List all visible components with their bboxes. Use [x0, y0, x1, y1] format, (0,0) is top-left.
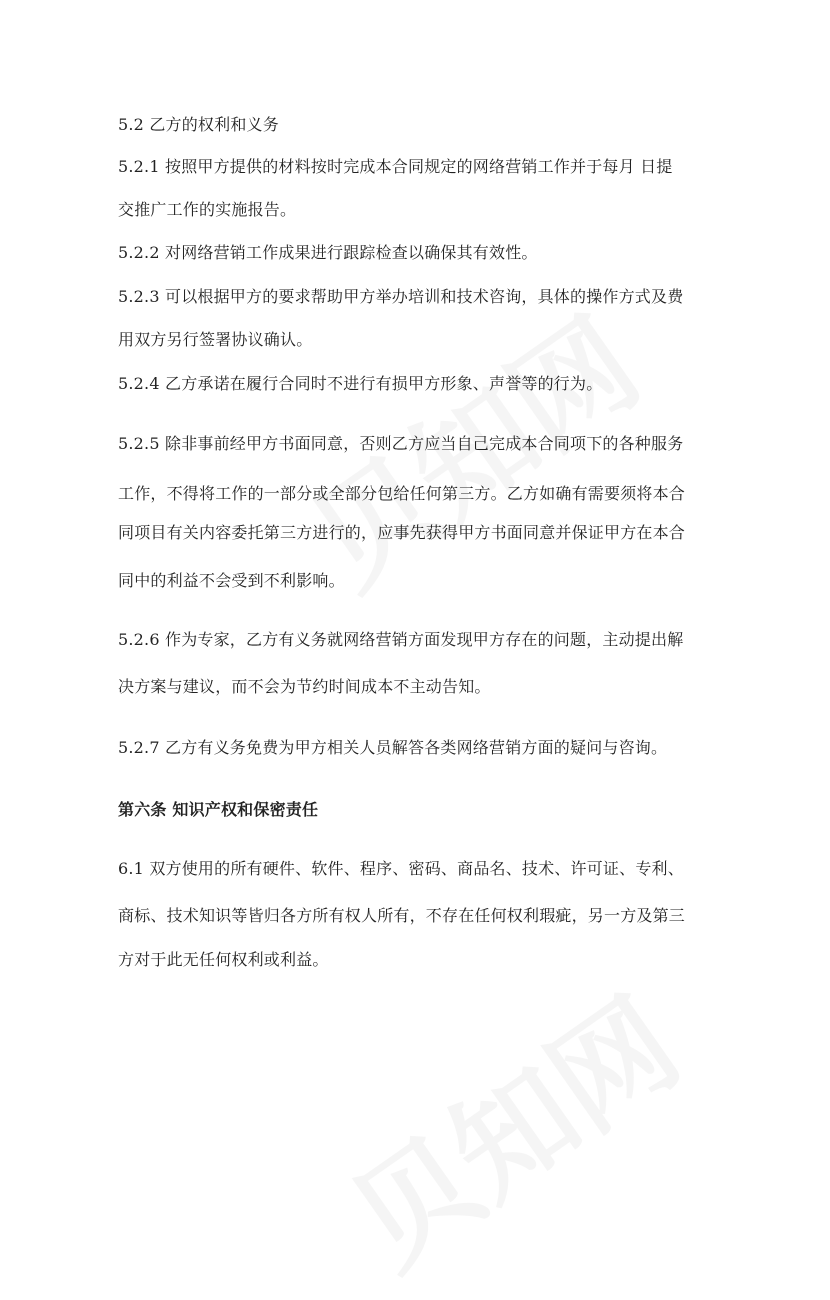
clause-5-2-7: 5.2.7 乙方有义务免费为甲方相关人员解答各类网络营销方面的疑问与咨询。 [118, 738, 668, 757]
clause-6-1-line-2: 商标、技术知识等皆归各方所有权人所有，不存在任何权利瑕疵，另一方及第三 [118, 906, 686, 925]
clause-5-2-5-line-2: 工作，不得将工作的一部分或全部分包给任何第三方。乙方如确有需要须将本合 [118, 484, 686, 503]
clause-5-2-6-line-2: 决方案与建议，而不会为节约时间成本不主动告知。 [118, 677, 491, 696]
clause-5-2-1-line-2: 交推广工作的实施报告。 [118, 200, 297, 219]
clause-5-2-4: 5.2.4 乙方承诺在履行合同时不进行有损甲方形象、声誉等的行为。 [118, 374, 603, 393]
article-6-heading: 第六条 知识产权和保密责任 [118, 800, 319, 819]
clause-5-2-3-line-1: 5.2.3 可以根据甲方的要求帮助甲方举办培训和技术咨询，具体的操作方式及费 [118, 287, 684, 306]
clause-5-2-2: 5.2.2 对网络营销工作成果进行跟踪检查以确保其有效性。 [118, 243, 538, 262]
clause-5-2-5-line-3: 同项目有关内容委托第三方进行的，应事先获得甲方书面同意并保证甲方在本合 [118, 523, 686, 542]
watermark [313, 952, 707, 1299]
clause-5-2-6-line-1: 5.2.6 作为专家，乙方有义务就网络营销方面发现甲方存在的问题，主动提出解 [118, 630, 684, 649]
clause-5-2-1-line-1: 5.2.1 按照甲方提供的材料按时完成本合同规定的网络营销工作并于每月 日提 [118, 157, 673, 176]
clause-5-2-5-line-1: 5.2.5 除非事前经甲方书面同意，否则乙方应当自己完成本合同项下的各种服务 [118, 434, 684, 453]
clause-5-2-5-line-4: 同中的利益不会受到不利影响。 [118, 571, 345, 590]
clause-6-1-line-3: 方对于此无任何权利或利益。 [118, 950, 329, 969]
clause-5-2-3-line-2: 用双方另行签署协议确认。 [118, 330, 313, 349]
clause-6-1-line-1: 6.1 双方使用的所有硬件、软件、程序、密码、商品名、技术、许可证、专利、 [118, 859, 684, 878]
section-heading-5-2: 5.2 乙方的权利和义务 [118, 115, 279, 134]
